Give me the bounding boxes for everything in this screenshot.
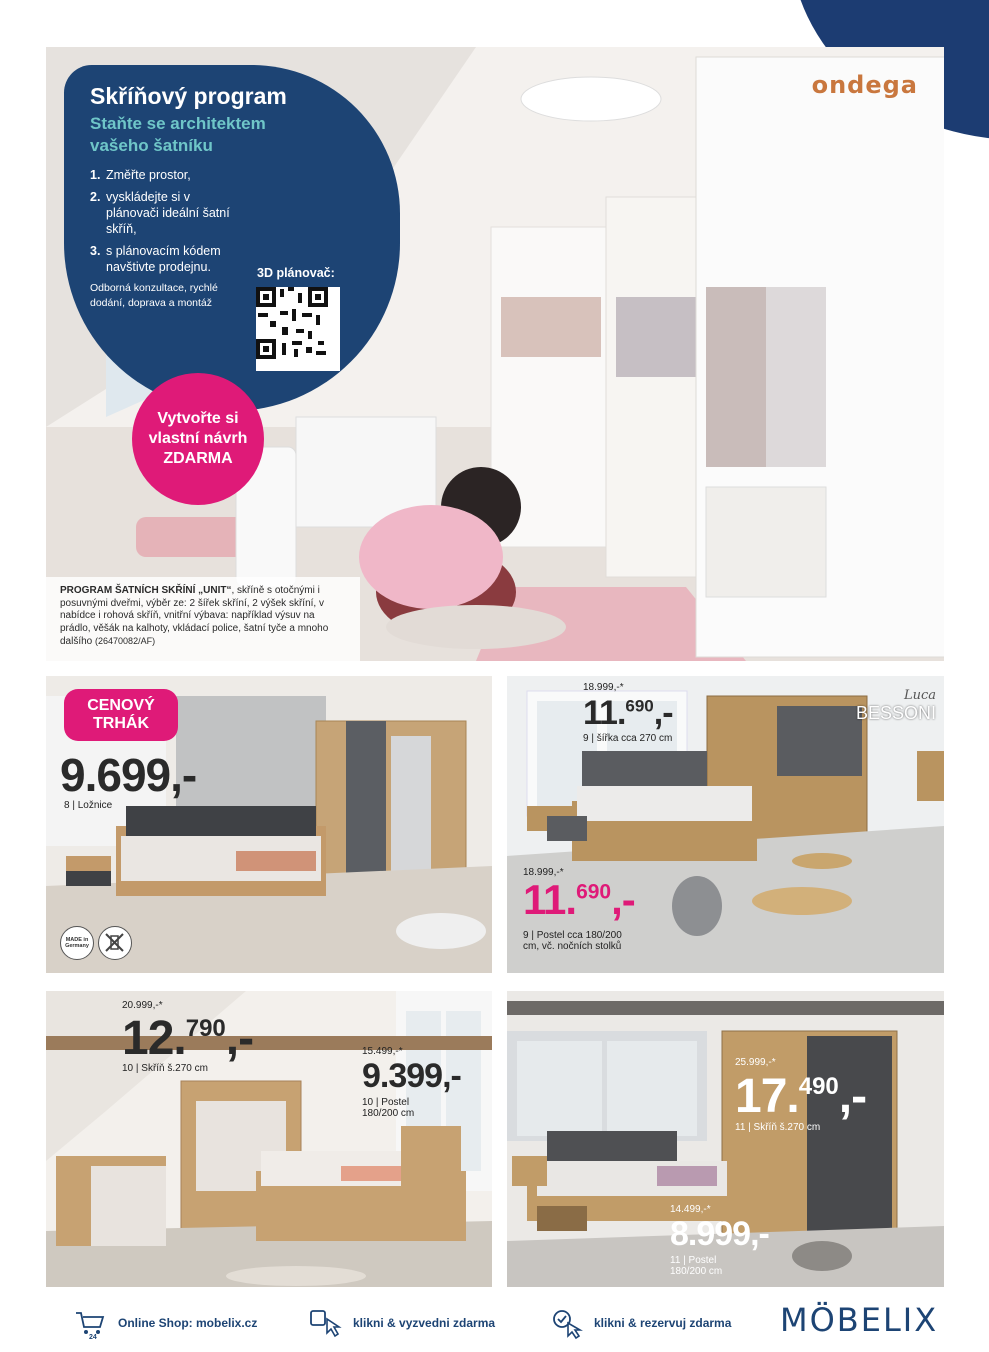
made-in-germany-icon: MADE in Germany xyxy=(60,926,94,960)
bedroom-3-illustration xyxy=(46,991,492,1287)
product-desc: 11 | Skříň š.270 cm xyxy=(735,1122,821,1133)
old-price: 18.999,-* xyxy=(523,867,564,878)
price: 11.$^{690}$,- xyxy=(523,876,635,923)
hero-wardrobe-photo xyxy=(46,47,944,661)
product-desc: 10 | Skříň š.270 cm xyxy=(122,1063,208,1074)
click-pickup-icon xyxy=(307,1305,343,1341)
step-item: 1. Změřte prostor, xyxy=(90,168,191,182)
hero-title: Skříňový program xyxy=(90,83,287,109)
product-desc: 9 | šířka cca 270 cm xyxy=(583,733,673,744)
price-hit-badge: CENOVÝ TRHÁK xyxy=(64,689,178,741)
product-desc: 11 | Postel 180/200 cm xyxy=(670,1255,723,1277)
old-price: 20.999,-* xyxy=(122,1000,163,1011)
planner-qr-code[interactable] xyxy=(256,287,340,371)
hero-subtitle: Staňte se architektem vašeho šatníku xyxy=(90,114,266,155)
mobelix-logo: MÖBELIX xyxy=(780,1301,939,1339)
click-reserve-label: klikni & rezervuj zdarma xyxy=(594,1316,732,1330)
old-price: 25.999,-* xyxy=(735,1057,776,1068)
old-price: 18.999,-* xyxy=(583,682,624,693)
ondega-logo: ondega xyxy=(811,71,918,99)
step-item: 2. vyskládejte si v plánovači ideální šatní skříň, xyxy=(90,190,230,236)
old-price: 15.499,-* xyxy=(362,1046,403,1057)
click-collect-link[interactable] xyxy=(307,1305,495,1341)
footer xyxy=(0,1295,989,1352)
svg-text:24: 24 xyxy=(89,1334,97,1341)
no-tools-icon xyxy=(98,926,132,960)
bedroom-offer-3 xyxy=(46,991,492,1287)
free-design-badge[interactable]: Vytvořte si vlastní návrh ZDARMA xyxy=(132,373,264,505)
steps-list xyxy=(90,167,240,275)
price: 8.999,- xyxy=(670,1215,769,1253)
product-desc: 8 | Ložnice xyxy=(64,800,113,811)
click-reserve-link[interactable] xyxy=(548,1305,731,1341)
price: 9.399,- xyxy=(362,1057,461,1095)
qr-label: 3D plánovač: xyxy=(257,266,335,280)
bedroom-offer-1 xyxy=(46,676,492,973)
price: 12.$^{790}$,- xyxy=(122,1012,254,1065)
price: 11.$^{690}$,- xyxy=(583,694,673,732)
hero-caption: PROGRAM ŠATNÍCH SKŘÍNÍ „UNIT“, skříně s otočnými i posuvnými dveřmi, výběr ze: 2 šířek skříní, 2 výšek skříní, v nabídce i rohová skříň, vnitřní výbava: například výsuv na prádlo, věšák na kalhoty, vkládací police, šatní tyče a mnoho dalšího (26470082/AF) xyxy=(46,577,360,661)
click-reserve-icon xyxy=(548,1305,584,1341)
bedroom-offer-4 xyxy=(507,991,944,1287)
product-desc: 9 | Postel cca 180/200 cm, vč. nočních stolků xyxy=(523,930,622,952)
qr-code-icon xyxy=(256,287,328,359)
cart-24-icon xyxy=(72,1305,108,1341)
online-shop-label: Online Shop: mobelix.cz xyxy=(118,1316,258,1330)
step-item: 3. s plánovacím kódem navštivte prodejnu. xyxy=(90,244,221,274)
product-desc: 10 | Postel 180/200 cm xyxy=(362,1097,415,1119)
luca-bessoni-logo: Luca BESSONI xyxy=(855,688,936,723)
click-collect-label: klikni & vyzvedni zdarma xyxy=(353,1316,496,1330)
service-note: Odborná konzultace, rychlé dodání, doprava a montáž xyxy=(90,282,218,309)
old-price: 14.499,-* xyxy=(670,1204,711,1215)
info-panel xyxy=(64,65,400,411)
online-shop-link[interactable] xyxy=(72,1305,257,1341)
bedroom-offer-2 xyxy=(507,676,944,973)
price: 17.$^{490}$,- xyxy=(735,1070,867,1123)
price: 9.699,- xyxy=(60,749,197,801)
